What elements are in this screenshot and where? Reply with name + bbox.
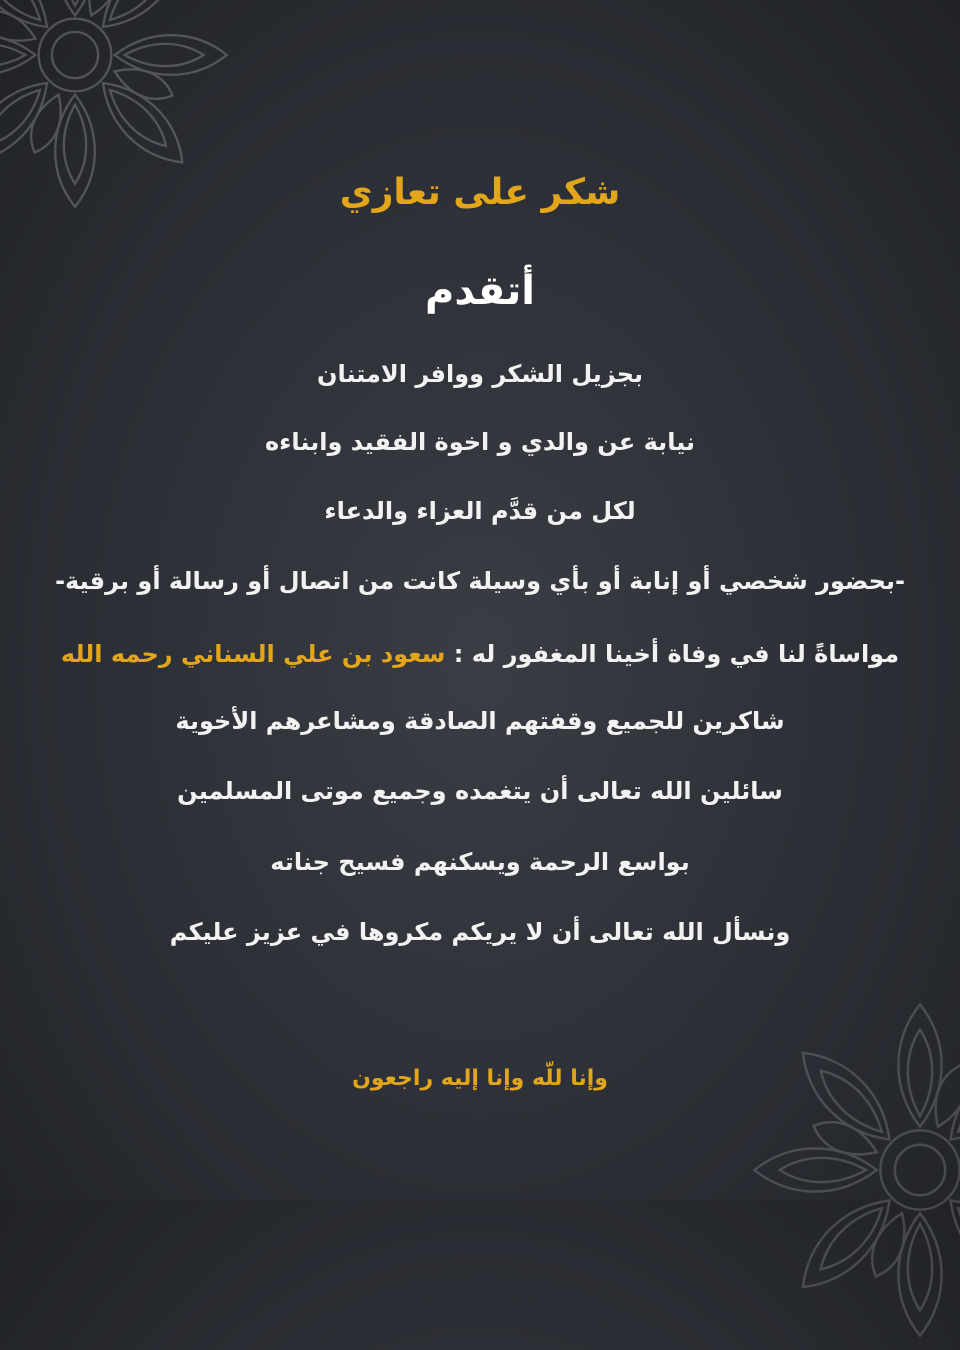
means-line: -بحضور شخصي أو إنابة أو بأي وسيلة كانت من اتصال أو رسالة أو برقية- (55, 567, 905, 595)
thanks-line: بجزيل الشكر ووافر الامتنان (316, 360, 644, 388)
prayer-line: سائلين الله تعالى أن يتغمده وجميع موتى المسلمين (177, 777, 783, 805)
condolence-prefix: مواساةً لنا في وفاة أخينا المغفور له : (445, 640, 900, 668)
closing-verse: وإنا للّه وإنا إليه راجعون (352, 1066, 608, 1091)
mercy-line: بواسع الرحمة ويسكنهم فسيح جناته (270, 848, 690, 876)
deceased-name: سعود بن علي السناني رحمه الله (60, 640, 446, 668)
card-title: شكر على تعازي (339, 172, 621, 213)
gratitude-line: شاكرين للجميع وقفتهم الصادقة ومشاعرهم الأخوية (175, 707, 785, 735)
on-behalf-line: نيابة عن والدي و اخوة الفقيد وابناءه (264, 428, 696, 456)
condolence-line (0, 640, 960, 668)
wish-line: ونسأل الله تعالى أن لا يريكم مكروها في عزيز عليكم (169, 918, 791, 946)
to-everyone-line: لكل من قدَّم العزاء والدعاء (324, 497, 636, 525)
presenter-heading: أتقدم (425, 268, 535, 314)
mandala-ornament-icon (740, 990, 960, 1350)
